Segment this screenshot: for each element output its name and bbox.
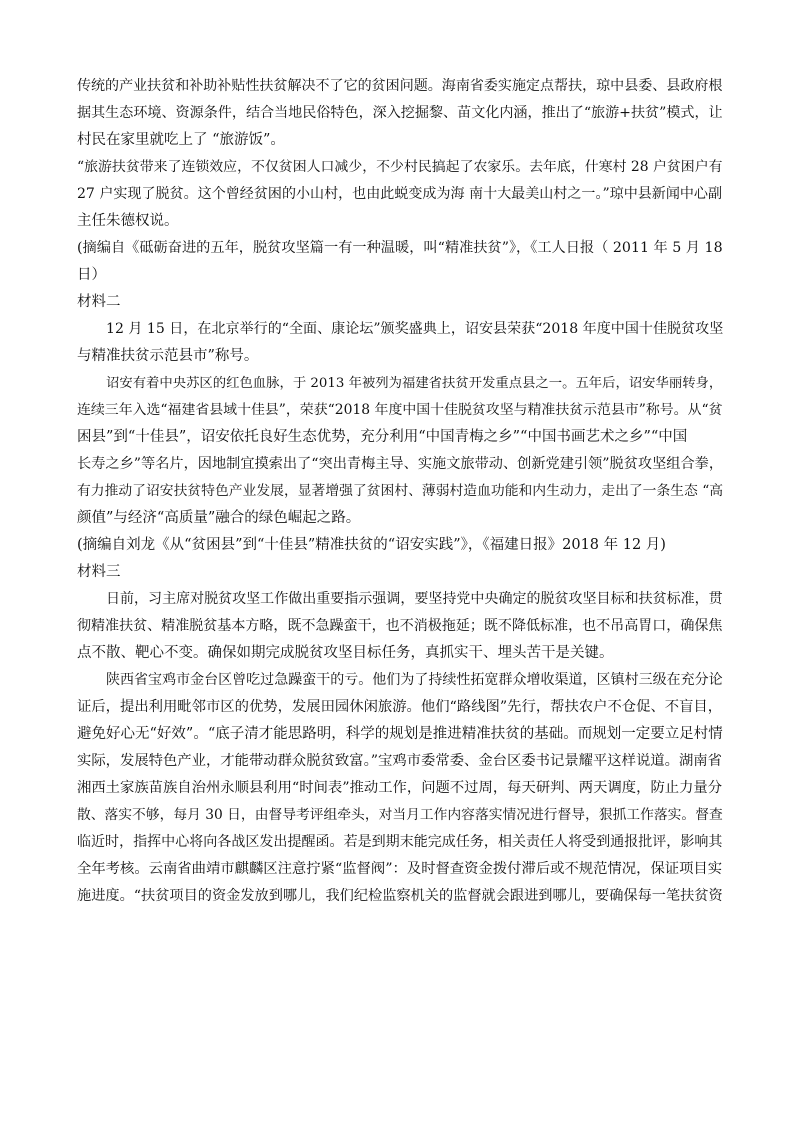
text-line: 证后，提出利用毗邻市区的优势，发展田园休闲旅游。他们“路线图”先行，帮扶农户不仓促、不盲目， [77, 699, 723, 715]
document-body [77, 76, 723, 913]
text-line: 长寿之乡”等名片，因地制宜摸索出了“突出青梅主导、实施文旅带动、创新党建引领”脱贫攻坚组合拳， [77, 456, 724, 472]
text-line: 全年考核。云南省曲靖市麒麟区注意拧紧“监督阀”：及时督查资金拨付滞后或不规范情况，保证项目实 [77, 861, 723, 877]
text-line: 与精准扶贫示范县市”称号。 [77, 348, 259, 364]
text-line: 日） [77, 267, 106, 283]
text-line: 湘西土家族苗族自治州永顺县利用“时间表”推动工作，问题不过周，每天研判、两天调度，防止力量分 [77, 780, 723, 796]
text-line: 有力推动了诏安扶贫特色产业发展，显著增强了贫困村、薄弱村造血功能和内生动力，走出了一条生态 “高 [77, 483, 724, 499]
text-line: 避免好心无“好效”。“底子清才能思路明，科学的规划是推进精准扶贫的基础。而规划一定要立足村情 [77, 726, 723, 742]
text-line: 材料二 [77, 294, 121, 310]
text-line: 村民在家里就吃上了 “旅游饭”。 [77, 132, 285, 148]
text-line: 施进度。“扶贫项目的资金发放到哪儿，我们纪检监察机关的监督就会跟进到哪儿，要确保每一笔扶贫资 [77, 888, 723, 904]
text-line: 陕西省宝鸡市金台区曾吃过急躁蛮干的亏。他们为了持续性拓宽群众增收渠道，区镇村三级在充分论 [106, 672, 723, 688]
text-line: 实际，发展特色产业，才能带动群众脱贫致富。”宝鸡市委常委、金台区委书记景耀平这样说道。湖南省 [77, 753, 722, 769]
text-line: 散、落实不够，每月 30 日，由督导考评组牵头，对当月工作内容落实情况进行督导，狠抓工作落实。督查 [77, 807, 723, 823]
text-line: 临近时，指挥中心将向各战区发出提醒函。若是到期末能完成任务，相关责任人将受到通报批评，影响其 [77, 834, 723, 850]
text-line: 诏安有着中央苏区的红色血脉，于 2013 年被列为福建省扶贫开发重点县之一。五年后，诏安华丽转身， [106, 376, 723, 391]
text-line: 困县”到“十佳县”，诏安依托良好生态优势，充分利用“中国青梅之乡”“中国书画艺术之乡”“中国 [77, 429, 688, 445]
text-line: 颜值”与经济“高质量”融合的绿色崛起之路。 [77, 510, 361, 526]
text-line: 主任朱德权说。 [77, 213, 179, 229]
text-line: 12 月 15 日，在北京举行的“全面、康论坛”颁奖盛典上，诏安县荣获“2018 年度中国十佳脱贫攻坚 [106, 321, 724, 337]
text-line: 据其生态环境、资源条件，结合当地民俗特色，深入挖掘黎、苗文化内涵，推出了“旅游+扶贫”模式，让 [77, 105, 723, 121]
text-line: 传统的产业扶贫和补助补贴性扶贫解决不了它的贫困问题。海南省委实施定点帮扶，琼中县委、县政府根 [77, 78, 723, 94]
text-line: 27 户实现了脱贫。这个曾经贫困的小山村，也由此蜕变成为海 南十大最美山村之一。”琼中县新闻中心副 [77, 186, 723, 202]
text-line: 连续三年入选“福建省县域十佳县”，荣获“2018 年度中国十佳脱贫攻坚与精准扶贫示范县市”称号。从“贫 [77, 402, 723, 418]
text-line: 点不散、靶心不变。确保如期完成脱贫攻坚目标任务，真抓实干、埋头苦干是关键。 [77, 645, 614, 661]
text-line: (摘编自《砥砺奋进的五年，脱贫攻坚篇一有一种温暖，叫“精准扶贫”》，《工人日报（ 2011 年 5 月 18 [77, 240, 723, 256]
text-line: 材料三 [77, 564, 121, 580]
text-line: “旅游扶贫带来了连锁效应，不仅贫困人口减少，不少村民搞起了农家乐。去年底，什寒村 28 户贫困户有 [77, 159, 723, 175]
text-line: (摘编自刘龙《从“贫困县”到“十佳县”精准扶贫的“诏安实践”》，《福建日报》2018 年 12 月) [77, 537, 666, 553]
text-line: 彻精准扶贫、精准脱贫基本方略，既不急躁蛮干，也不消极拖延；既不降低标准，也不吊高胃口，确保焦 [77, 618, 723, 634]
text-line: 日前，习主席对脱贫攻坚工作做出重要指示强调，要坚持党中央确定的脱贫攻坚目标和扶贫标准，贯 [106, 591, 723, 607]
